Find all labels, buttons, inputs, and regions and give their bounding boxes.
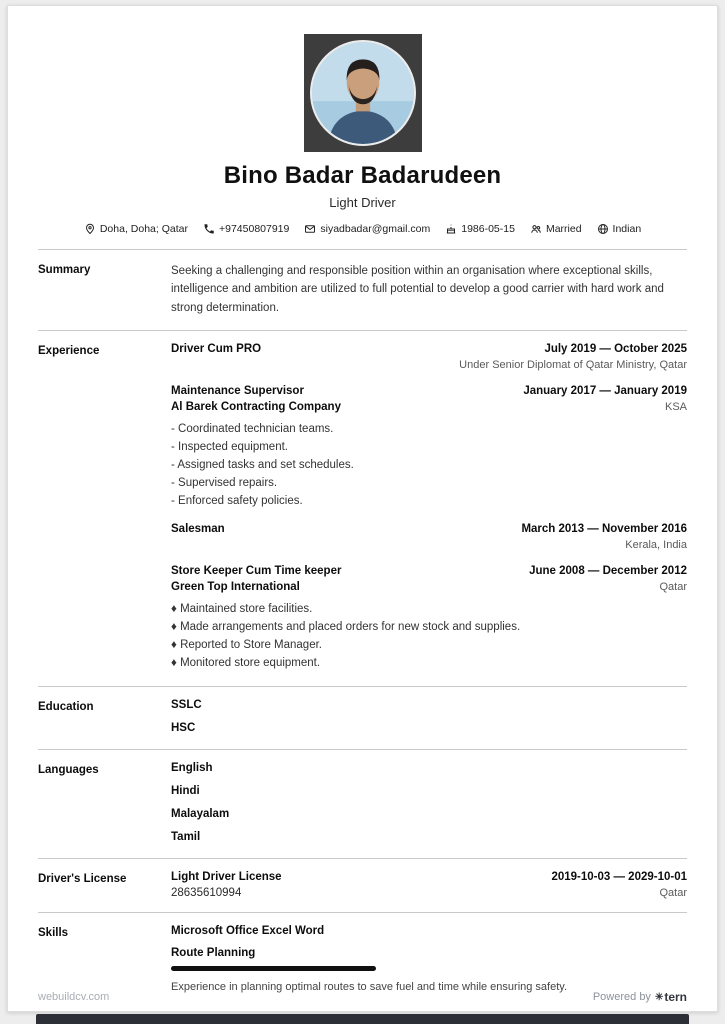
language-item: Tamil	[171, 831, 201, 844]
contact-location	[84, 223, 188, 235]
section-education	[38, 686, 687, 749]
summary-label: Summary	[38, 264, 91, 276]
powered-by	[593, 990, 687, 1004]
license-location: Qatar	[659, 887, 687, 900]
skill-level-bar	[171, 966, 376, 971]
job-bullet-list	[171, 601, 687, 671]
contact-birthdate-text: 1986-05-15	[461, 223, 515, 235]
birthday-cake-icon	[445, 223, 457, 235]
skills-label: Skills	[38, 927, 69, 940]
contact-marital-status-text: Married	[545, 223, 582, 235]
location-icon	[84, 223, 96, 235]
skill-item	[171, 925, 687, 937]
contact-email	[304, 223, 430, 235]
experience-entry	[171, 385, 687, 509]
contact-nationality	[597, 223, 642, 235]
section-languages	[38, 749, 687, 858]
job-title: Salesman	[171, 523, 225, 536]
experience-entry	[171, 523, 687, 551]
section-experience	[38, 330, 687, 686]
job-bullet: - Inspected equipment.	[171, 441, 288, 454]
education-item: SSLC	[171, 699, 202, 712]
resume-page	[7, 5, 718, 1012]
globe-icon	[597, 223, 609, 235]
contact-email-text: siyadbadar@gmail.com	[320, 223, 431, 235]
webuildcv-link[interactable]: webuildcv.com	[38, 991, 110, 1003]
job-location: Qatar	[659, 581, 687, 594]
profile-photo	[310, 40, 416, 146]
contact-row	[38, 223, 687, 235]
skill-description: Experience in planning optimal routes to save fuel and time while ensuring safety.	[171, 981, 568, 994]
experience-entry	[171, 343, 687, 371]
profile-photo-frame	[304, 34, 422, 152]
language-item: Malayalam	[171, 808, 230, 821]
candidate-job-title: Light Driver	[329, 195, 396, 210]
education-item: HSC	[171, 722, 196, 735]
job-title: Driver Cum PRO	[171, 343, 262, 356]
summary-text: Seeking a challenging and responsible position within an organisation where exceptional skills, intelligence and ambition are utilized to full potential to develop a good carrier with hard work and strong determination.	[171, 265, 664, 314]
next-page-edge	[36, 1014, 689, 1024]
job-bullet: - Enforced safety policies.	[171, 495, 303, 508]
candidate-name: Bino Badar Badarudeen	[223, 162, 502, 189]
education-label: Education	[38, 701, 94, 714]
license-label: Driver's License	[38, 873, 127, 886]
job-bullet: ♦ Reported to Store Manager.	[171, 639, 322, 652]
languages-label: Languages	[38, 764, 99, 777]
contact-phone	[203, 223, 289, 235]
people-icon	[530, 223, 542, 235]
email-icon	[304, 223, 316, 235]
job-bullet: ♦ Made arrangements and placed orders for new stock and supplies.	[171, 621, 521, 634]
job-dates: June 2008 — December 2012	[529, 565, 687, 578]
tern-logo-icon: ✳	[654, 991, 664, 1003]
job-dates: July 2019 — October 2025	[544, 343, 687, 356]
job-bullet: - Coordinated technician teams.	[171, 423, 334, 436]
job-bullet: ♦ Maintained store facilities.	[171, 603, 313, 616]
contact-marital-status	[530, 223, 582, 235]
phone-icon	[203, 223, 215, 235]
tern-brand-link[interactable]	[655, 990, 687, 1004]
license-name: Light Driver License	[171, 871, 282, 884]
license-dates: 2019-10-03 — 2029-10-01	[551, 871, 687, 884]
job-bullet-list	[171, 421, 687, 509]
tern-brand-text: tern	[664, 990, 687, 1004]
contact-phone-text: +97450807919	[218, 223, 290, 235]
contact-location-text: Doha, Doha; Qatar	[99, 223, 188, 235]
job-location: Kerala, India	[625, 539, 687, 552]
job-location: Under Senior Diplomat of Qatar Ministry, Qatar	[459, 359, 687, 372]
job-bullet: ♦ Monitored store equipment.	[171, 657, 321, 670]
job-dates: January 2017 — January 2019	[523, 385, 687, 398]
profile-photo-image	[312, 42, 414, 144]
contact-nationality-text: Indian	[612, 223, 642, 235]
language-item: Hindi	[171, 785, 200, 798]
job-title: Maintenance Supervisor	[171, 385, 304, 398]
experience-entry	[171, 565, 687, 671]
section-drivers-license	[38, 858, 687, 912]
job-dates: March 2013 — November 2016	[521, 523, 687, 536]
skill-name: Microsoft Office Excel Word	[171, 925, 325, 938]
section-summary	[38, 249, 687, 330]
job-title: Store Keeper Cum Time keeper	[171, 565, 342, 578]
language-item: English	[171, 762, 213, 775]
job-bullet: - Supervised repairs.	[171, 477, 278, 490]
experience-label: Experience	[38, 345, 100, 358]
skill-item	[171, 947, 687, 996]
job-company: Al Barek Contracting Company	[171, 401, 341, 414]
license-number: 28635610994	[171, 887, 242, 900]
job-company: Green Top International	[171, 581, 300, 594]
skill-name: Route Planning	[171, 947, 256, 960]
job-bullet: - Assigned tasks and set schedules.	[171, 459, 354, 472]
page-footer	[38, 990, 687, 1004]
job-location: KSA	[664, 401, 687, 414]
powered-by-text: Powered by	[592, 991, 651, 1003]
contact-birthdate	[445, 223, 515, 235]
